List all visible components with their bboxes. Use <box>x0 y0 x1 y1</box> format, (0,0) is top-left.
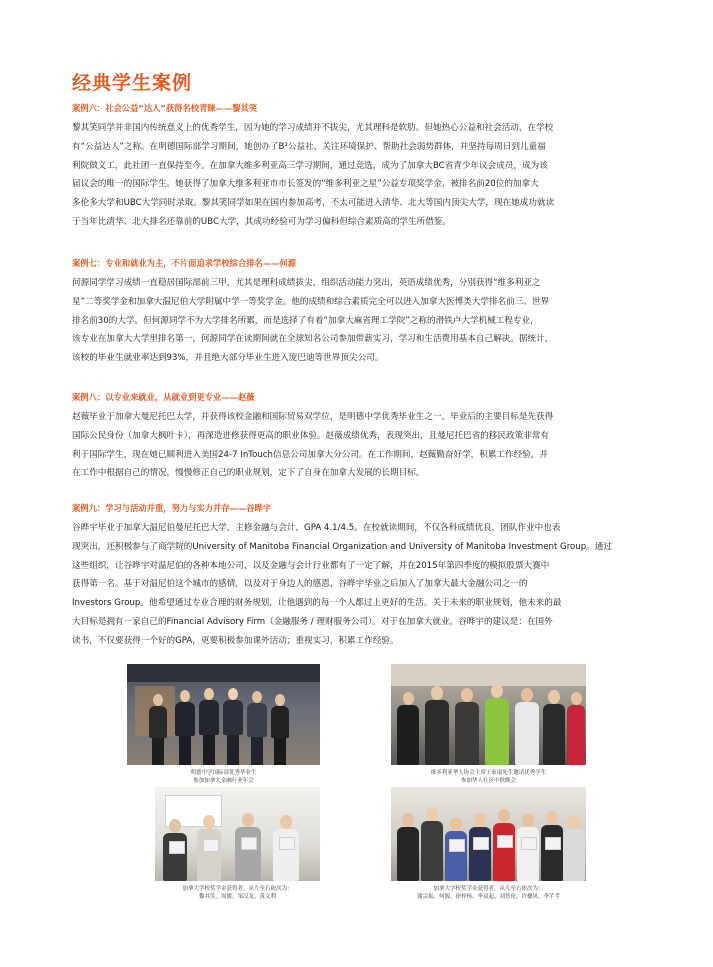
case-eight-line: 国际公民身份（加拿大枫叶卡），再深造进修获得更高的职业体验。赵薇成绩优秀，表现突出，且曼尼托巴省的移民政策非常有 <box>72 430 549 441</box>
case-seven-line: 排名前30的大学。但何源同学不为大学排名所累，而是选择了有着“加拿大麻省理工学院”之称的滑铁卢大学机械工程专业， <box>72 315 539 326</box>
case-eight-line: 在工作中根据自己的情况，慢慢修正自己的职业规划，定下了自身在加拿大发展的长期目标。 <box>72 468 425 479</box>
case-eight-heading: 案例八：以专业来就业，从就业到更专业——赵薇 <box>72 392 255 402</box>
case-six-line: 多伦多大学和UBC大学同时录取。黎其笑同学如果在国内参加高考，不太可能进入清华、北大等国内顶尖大学，现在她成功就读 <box>72 198 555 209</box>
case-seven-line: 星”二等奖学金和加拿大温尼伯大学附属中学一等奖学金。他的成绩和综合素质完全可以进入加拿大医博类大学排名前三、世界 <box>72 296 550 307</box>
photo-finance-conference <box>127 664 320 765</box>
case-nine-line: 现突出，还积极参与了商学院的University of Manitoba Financial Organization and University of Manitoba Investment Group。通过 <box>72 541 612 552</box>
case-seven-body <box>72 274 647 368</box>
case-seven-line: 该专业在加拿大大学里排名第一，何源同学在读期间就在全球知名公司参加带薪实习，学习和生活费用基本自己解决。据统计， <box>72 334 554 345</box>
case-nine <box>72 502 647 651</box>
case-nine-line: 大目标是拥有一家自己的Financial Advisory Firm（金融服务 / 理财服务公司）。对于在加拿大就业，谷晔宇的建议是：在国外 <box>72 616 553 627</box>
photo-caption: 加拿大学校奖学金获得者，从左至右依次为： 黎其笑、周媛、邹汉龙、黄文利 <box>182 886 293 900</box>
case-six-line: 利院做义工，此社团一直保持至今。在加拿大维多利亚高三学习期间，通过竞选，成为了加拿大BC省青少年议会成员，成为该 <box>72 160 548 171</box>
case-eight-line: 赵薇毕业于加拿大曼尼托巴大学，并获得该校金融和国际贸易双学位，是明德中学优秀毕业生之一。毕业后的主要目标是先获得 <box>72 412 554 422</box>
case-seven-line: 何源同学学习成绩一直稳居国际部前三甲，尤其是理科成绩拔尖，组织活动能力突出，英语成绩优秀，分别获得“维多利亚之 <box>72 278 541 288</box>
case-nine-line: 这些组织，让谷晔宇对温尼伯的各种本地公司，以及金融与会计行业都有了一定了解，并在2015年第四季度的模拟股票大赛中 <box>72 560 550 571</box>
case-seven <box>72 257 647 368</box>
case-nine-line: 读书，不仅要获得一个好的GPA，更要积极参加课外活动；重视实习，积累工作经验。 <box>72 635 399 646</box>
case-eight <box>72 391 647 483</box>
case-six-line: 于当年比清华、北大排名还靠前的UBC大学，其成功经验可为学习偏科但综合素质高的学生所借鉴。 <box>72 216 451 227</box>
page-title: 经典学生案例 <box>72 72 193 94</box>
case-nine-line: 谷晔宇毕业于加拿大温尼伯曼尼托巴大学，主修金融与会计，GPA 4.1/4.5。在校就读期间，不仅各科成绩优良，团队作业中也表 <box>72 523 561 533</box>
photo-caption: 明德中学国际部优秀毕业生 参加加拿大金融行业年会 <box>190 770 257 784</box>
case-six-line: 黎其笑同学并非国内传统意义上的优秀学生，因为她的学习成绩并不拔尖，尤其理科是软肋。但她热心公益和社会活动，在学校 <box>72 123 554 133</box>
photo-caption: 维多利亚华人协会主席王家琨先生邀请优秀学生 参加华人社区中秋晚会 <box>430 770 547 784</box>
photo-caption: 加拿大学校奖学金获得者，从左至右依次为： 谢宗振、何源、徐梓杨、李双起、刘智伦、许楹风、季芊芊 <box>416 886 560 900</box>
case-nine-body <box>72 519 647 651</box>
case-six-heading: 案例六：社会公益“达人”获得名校青睐——黎其笑 <box>72 103 258 113</box>
case-nine-line: 获得第一名。基于对温尼伯这个城市的感情，以及对于身边人的感恩，谷晔宇毕业之后加入了加拿大最大金融公司之一的 <box>72 579 528 590</box>
case-nine-line: Investors Group。他希望通过专业合理的财务规划，让他遇到的每一个人都过上更好的生活。关于未来的职业规划，他未来的最 <box>72 598 562 609</box>
case-nine-heading: 案例九：学习与活动并重，努力与实力并存——谷晔宇 <box>72 503 272 513</box>
case-six <box>72 102 647 232</box>
case-six-line: 有“公益达人”之称。在明德国际部学习期间，她创办了B²公益社，关注环境保护、帮助社会弱势群体，并坚持每周日到儿童福 <box>72 141 546 152</box>
photo-mid-autumn-party <box>391 664 586 765</box>
photo-scholarship-recipients-b <box>391 787 586 881</box>
case-eight-line: 利于国际学生，现在她已顺利进入美国24-7 InTouch信息公司加拿大分公司。在工作期间，赵薇勤奋好学，积累工作经验，并 <box>72 449 548 460</box>
case-seven-heading: 案例七：专业和就业为主，不片面追求学校综合排名——何源 <box>72 258 297 268</box>
case-seven-line: 该校的毕业生就业率达到93%，并且绝大部分毕业生进入庞巴迪等世界顶尖公司。 <box>72 353 384 364</box>
photo-scholarship-recipients-a <box>155 787 320 881</box>
case-six-line: 届议会的唯一的国际学生。她获得了加拿大维多利亚市市长签发的“维多利亚之星”公益专项奖学金，被排名前20位的加拿大 <box>72 179 539 190</box>
case-six-body <box>72 119 647 232</box>
case-eight-body <box>72 408 647 483</box>
